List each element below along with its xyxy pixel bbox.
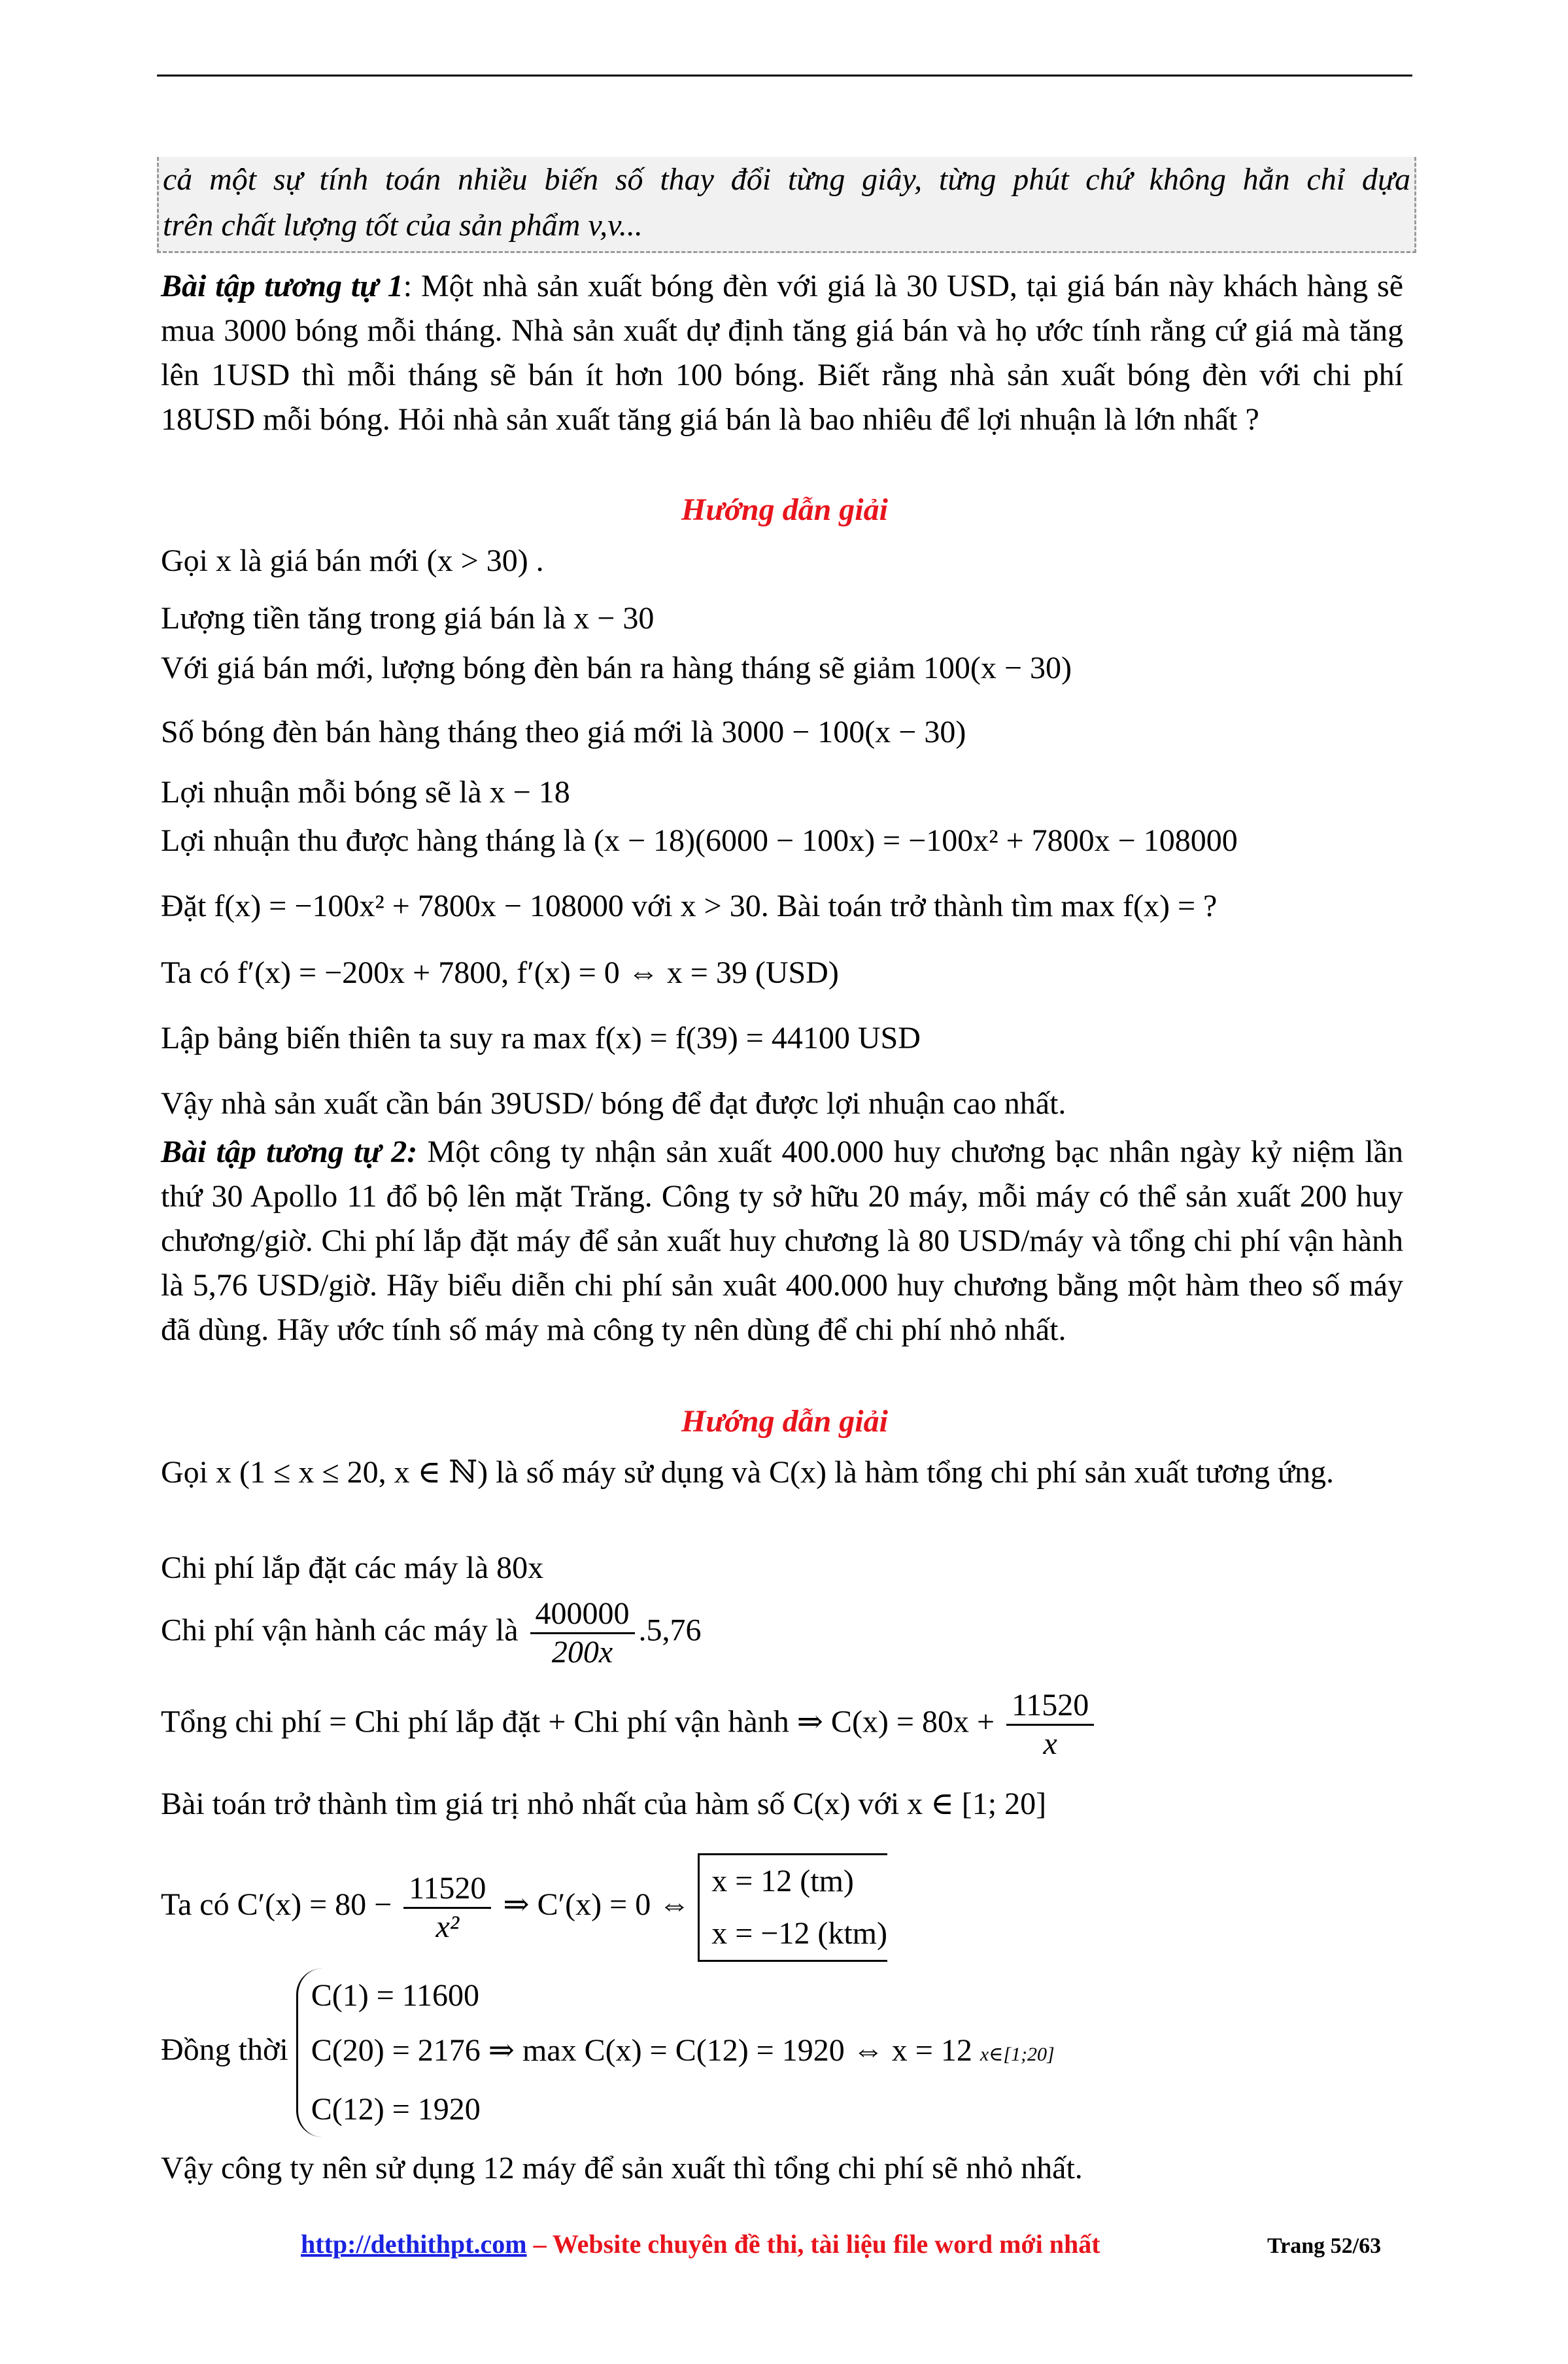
solution-case-2: x = −12 (ktm) [711,1916,887,1951]
exercise2-title: Bài tập tương tự 2: [161,1135,418,1169]
ex2-line-3-prefix: Chi phí vận hành các máy là [161,1613,519,1648]
footer-text: – Website chuyên đề thi, tài liệu file word mới nhất [526,2229,1100,2259]
boxed-line-2: trên chất lượng tốt của sản phẩm v,v... [163,208,643,243]
fraction-cost-term [1006,1687,1094,1762]
ex1-line-10: Vậy nhà sản xuất cần bán 39USD/ bóng để đạt được lợi nhuận cao nhất. [161,1086,1066,1121]
exercise1-heading: Hướng dẫn giải [681,492,888,527]
fraction-operating-cost [530,1596,635,1671]
system-result: ⇒ max C(x) = C(12) = 1920 ⇔ x = 12 [488,2033,972,2068]
exercise2-text: Một công ty nhận sản xuất 400.000 huy chương bạc nhân ngày kỷ niệm lần thứ 30 Apollo 11 đổ bộ lên mặt Trăng. Công ty sở hữu 20 máy, mỗi máy có thể sản xuất 200 huy chương/giờ. Chi phí lắp đặt máy để sản xuất huy chương là 80 USD/máy và tổng chi phí vận hành là 5,76 USD/giờ. Hãy biểu diễn chi phí sản xuât 400.000 huy chương bằng một hàm theo số máy đã dùng. Hãy ước tính số máy mà công ty nên dùng để chi phí nhỏ nhất. [161,1135,1404,1347]
system-row-2 [311,2023,1055,2082]
ex1-line-4: Số bóng đèn bán hàng tháng theo giá mới là 3000 − 100(x − 30) [161,715,966,749]
ex2-line-7-prefix: Đồng thời [161,2032,288,2068]
ex2-line-6-mid: ⇒ C′(x) = 0 ⇔ [503,1887,690,1923]
fraction-denominator: x [1043,1726,1057,1761]
ex2-line-5: Bài toán trở thành tìm giá trị nhỏ nhất của hàm số C(x) với x ∈ [1; 20] [161,1787,1047,1821]
max-subscript: x∈[1;20] [980,2044,1055,2065]
fraction-derivative [403,1870,491,1945]
ex1-line-7: Đặt f(x) = −100x² + 7800x − 108000 với x > 30. Bài toán trở thành tìm max f(x) = ? [161,889,1218,923]
ex1-line-6: Lợi nhuận thu được hàng tháng là (x − 18)(6000 − 100x) = −100x² + 7800x − 108000 [161,823,1238,858]
ex2-line-8: Vậy công ty nên sử dụng 12 máy để sản xuất thì tổng chi phí sẽ nhỏ nhất. [161,2151,1083,2185]
fraction-numerator: 11520 [403,1870,491,1909]
exercise2-heading: Hướng dẫn giải [681,1404,888,1439]
ex2-line-4 [161,1687,1098,1762]
boxed-line-1: cả một sự tính toán nhiều biến số thay đổi từng giây, từng phút chứ không hẳn chỉ dựa [163,162,1410,197]
ex1-line-2: Lượng tiền tăng trong giá bán là x − 30 [161,601,655,636]
ex2-line-3-suffix: .5,76 [638,1613,702,1648]
ex2-line-6 [161,1853,887,1962]
fraction-denominator: 200x [551,1635,613,1670]
ex2-line-2: Chi phí lắp đặt các máy là 80x [161,1550,544,1585]
ex2-line-7 [161,1968,1055,2137]
ex1-line-8: Ta có f′(x) = −200x + 7800, f′(x) = 0 ⇔ x = 39 (USD) [161,955,839,990]
system-row-2-text: C(20) = 2176 [311,2033,481,2068]
ex1-line-9: Lập bảng biến thiên ta suy ra max f(x) = f(39) = 44100 USD [161,1021,921,1055]
footer [301,2229,1100,2259]
ex2-line-1: Gọi x (1 ≤ x ≤ 20, x ∈ ℕ) là số máy sử dụng và C(x) là hàm tổng chi phí sản xuất tương ứng. [161,1455,1334,1490]
solution-case-1: x = 12 (tm) [711,1864,854,1898]
ex1-line-3: Với giá bán mới, lượng bóng đèn bán ra hàng tháng sẽ giảm 100(x − 30) [161,651,1072,685]
boxed-note [157,157,1416,253]
value-system [296,1968,1055,2137]
ex2-line-6-prefix: Ta có C′(x) = 80 − [161,1887,392,1923]
ex2-line-4-prefix: Tổng chi phí = Chi phí lắp đặt + Chi phí vận hành ⇒ C(x) = 80x + [161,1704,995,1739]
ex2-line-3 [161,1596,702,1671]
footer-link[interactable]: http://dethithpt.com [301,2229,527,2259]
system-row-1: C(1) = 11600 [311,1978,479,2013]
fraction-numerator: 400000 [530,1596,635,1634]
exercise2-statement [161,1130,1403,1352]
solution-bracket [698,1853,887,1962]
fraction-numerator: 11520 [1006,1687,1094,1726]
system-row-3: C(12) = 1920 [311,2092,481,2127]
exercise1-text: : Một nhà sản xuất bóng đèn với giá là 30 USD, tại giá bán này khách hàng sẽ mua 3000 bóng mỗi tháng. Nhà sản xuất dự định tăng giá bán và họ ước tính rằng cứ giá mà tăng lên 1USD thì mỗi tháng sẽ bán ít hơn 100 bóng. Biết rằng nhà sản xuất bóng đèn với chi phí 18USD mỗi bóng. Hỏi nhà sản xuất tăng giá bán là bao nhiêu để lợi nhuận là lớn nhất ? [161,269,1404,437]
page-number: Trang 52/63 [1267,2234,1382,2258]
ex1-line-1: Gọi x là giá bán mới (x > 30) . [161,543,544,578]
header-rule [157,75,1412,77]
exercise1-statement [161,264,1403,442]
ex1-line-5: Lợi nhuận mỗi bóng sẽ là x − 18 [161,775,570,810]
exercise1-title: Bài tập tương tự 1 [161,269,403,303]
fraction-denominator: x² [435,1909,460,1944]
